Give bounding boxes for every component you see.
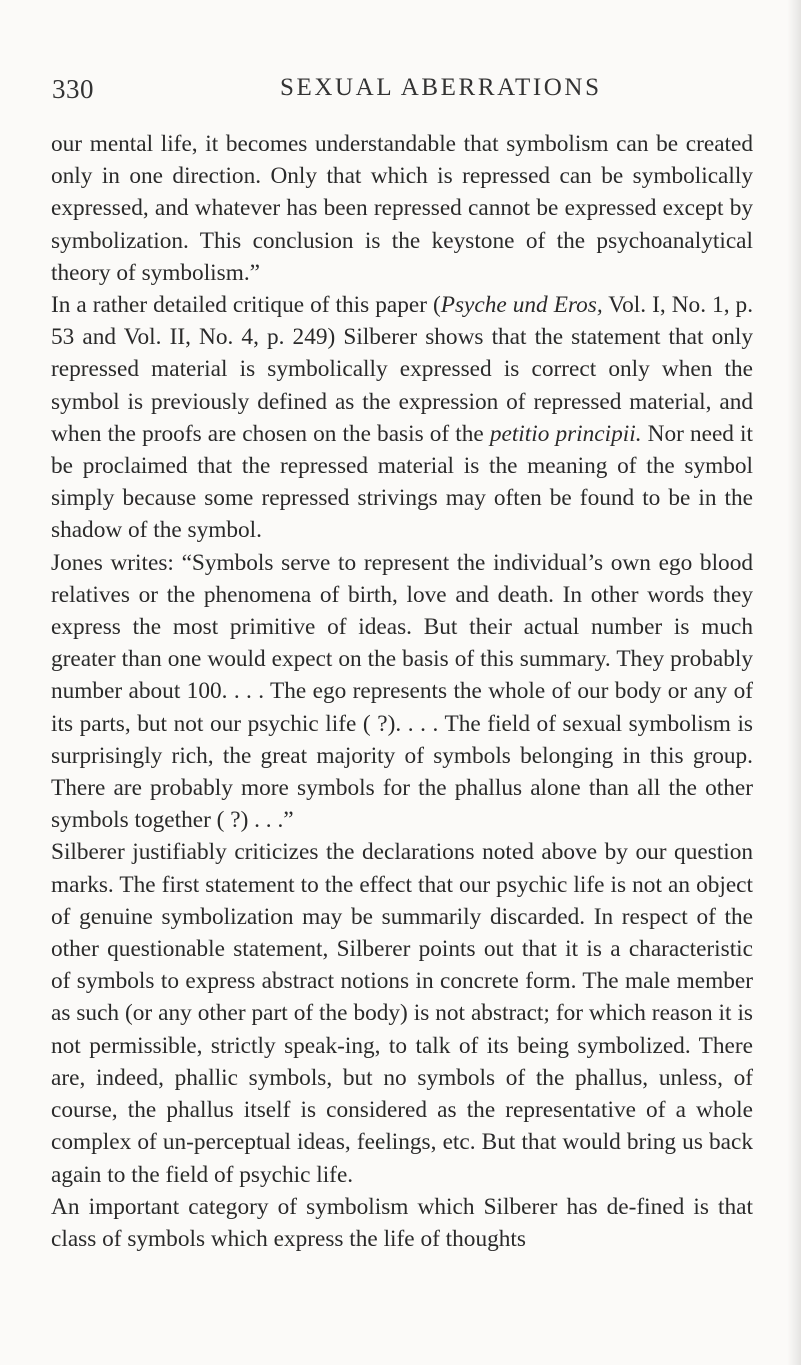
paragraph-2-after: Nor need it be proclaimed that the repressed material is the meaning of the symbol simply because some repressed strivings may often be found to be in the shadow of the symbol. bbox=[51, 420, 753, 544]
running-head: SEXUAL ABERRATIONS bbox=[280, 74, 602, 101]
paragraph-5: An important category of symbolism which Silberer has de-fined is that class of symbols which express the life of thoughts bbox=[51, 1193, 753, 1252]
paragraph-1: our mental life, it becomes understandable that symbolism can be created only in one direction. Only that which is repressed can be symbolically expressed, and whatever has been repressed cannot be expressed except by symbolization. This conclusion is the keystone of the psychoanalytical theory of symbolism.” bbox=[51, 131, 753, 286]
page-header bbox=[52, 74, 752, 114]
paragraph-3: Jones writes: “Symbols serve to represent the individual’s own ego blood relatives or the phenomena of birth, love and death. In other words they express the most primitive of ideas. But their actual number is much greater than one would expect on the basis of this summary. They probably number about 100. . . . The ego represents the whole of our body or any of its parts, but not our psychic life ( ?). . . . The field of sexual symbolism is surprisingly rich, the great majority of symbols belonging in this group. There are probably more symbols for the phallus alone than all the other symbols together ( ?) . . .” bbox=[51, 549, 753, 834]
page-edge-shadow bbox=[787, 0, 801, 1365]
citation-title: Psyche und Eros, bbox=[440, 292, 603, 319]
paragraph-2 bbox=[51, 289, 753, 547]
page-number: 330 bbox=[52, 74, 94, 104]
body-text bbox=[51, 128, 753, 1255]
paragraph-2-before: In a rather detailed critique of this paper ( bbox=[51, 292, 441, 319]
paragraph-2-middle: Vol. I, No. 1, p. 53 and Vol. II, No. 4, p. 249) Silberer shows that the statement that only repressed material is symbolically expressed is correct only when the symbol is previously defined as the expression of repressed material, and when the proofs are chosen on the basis of the bbox=[51, 292, 754, 447]
paragraph-4: Silberer justifiably criticizes the declarations noted above by our question marks. The first statement to the effect that our psychic life is not an object of genuine symbolization may be summarily discarded. In respect of the other questionable statement, Silberer points out that it is a characteristic of symbols to express abstract notions in concrete form. The male member as such (or any other part of the body) is not abstract; for which reason it is not permissible, strictly speak-ing, to talk of its being symbolized. There are, indeed, phallic symbols, but no symbols of the phallus, unless, of course, the phallus itself is considered as the representative of a whole complex of un-perceptual ideas, feelings, etc. But that would bring us back again to the field of psychic life. bbox=[51, 839, 753, 1188]
latin-phrase: petitio principii. bbox=[489, 420, 642, 447]
